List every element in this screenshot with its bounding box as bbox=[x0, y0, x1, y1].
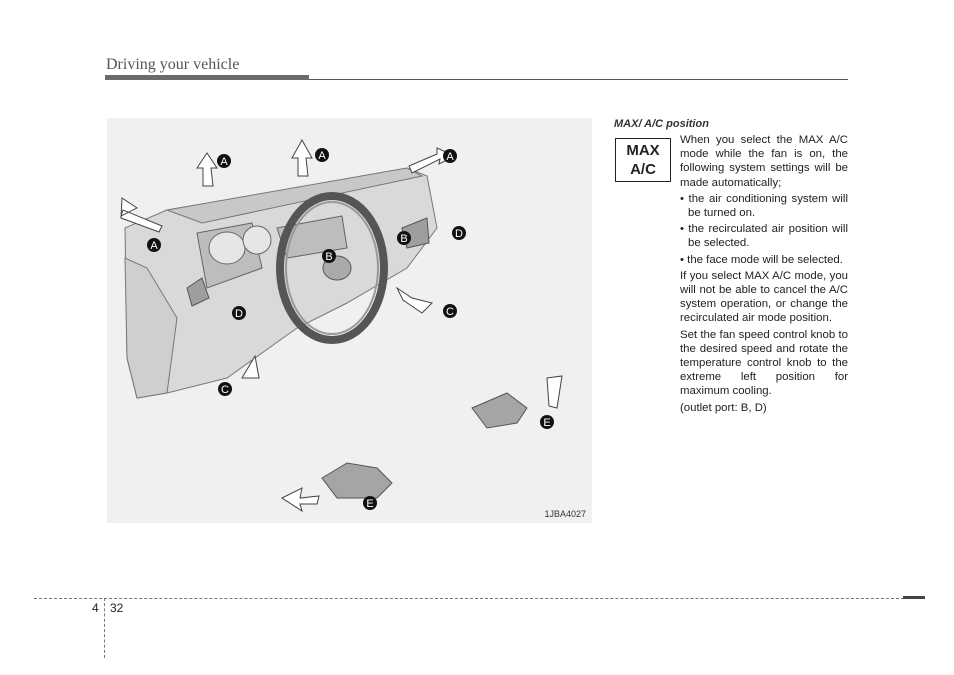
callout-d-1 bbox=[452, 226, 466, 240]
header-rule bbox=[309, 79, 848, 80]
callout-a-4 bbox=[147, 238, 161, 252]
chapter-number: 4 bbox=[92, 601, 99, 615]
page-number: 32 bbox=[110, 601, 124, 615]
callout-d-2-label: D bbox=[235, 308, 243, 320]
callout-c-2 bbox=[218, 382, 232, 396]
callout-labels bbox=[107, 118, 592, 523]
callout-b-2 bbox=[322, 249, 336, 263]
list-item: • the face mode will be selected. bbox=[680, 253, 843, 266]
callout-e-2-label: E bbox=[366, 498, 374, 510]
max-ac-icon bbox=[615, 138, 671, 182]
callout-a-1 bbox=[217, 154, 231, 168]
callout-e-1-label: E bbox=[543, 417, 551, 429]
callout-d-2 bbox=[232, 306, 246, 320]
cancel-paragraph: If you select MAX A/C mode, you will not be able to cancel the A/C system operation, or change the recirculated air mode position. bbox=[680, 269, 848, 325]
auto-settings-list bbox=[680, 192, 848, 267]
intro-paragraph: When you select the MAX A/C mode while the fan is on, the following system settings will be made automatically; bbox=[680, 134, 848, 189]
callout-a-2 bbox=[315, 148, 329, 162]
outlet-note: (outlet port: B, D) bbox=[680, 401, 767, 414]
section-title: MAX/ A/C position bbox=[614, 118, 709, 130]
callout-b-2-label: B bbox=[325, 251, 333, 263]
list-item: • the air conditioning system will be turned on. bbox=[680, 192, 848, 220]
callout-b-1-label: B bbox=[400, 233, 408, 245]
page-header-title: Driving your vehicle bbox=[106, 56, 240, 73]
callout-c-2-label: C bbox=[221, 384, 229, 396]
list-item: • the recirculated air position will be selected. bbox=[680, 223, 848, 250]
callout-a-4-label: A bbox=[150, 240, 158, 252]
section-body bbox=[680, 133, 848, 417]
figure-code: 1JBA4027 bbox=[544, 509, 586, 519]
callout-d-1-label: D bbox=[455, 228, 463, 240]
callout-a-1-label: A bbox=[220, 156, 228, 168]
callout-a-2-label: A bbox=[318, 150, 326, 162]
cooling-paragraph: Set the fan speed control knob to the desired speed and rotate the temperature control knob to the extreme left position for maximum cooling. bbox=[680, 328, 848, 398]
footer-rule bbox=[34, 598, 924, 599]
max-ac-icon-line-1: MAX bbox=[626, 142, 660, 159]
footer-tick bbox=[903, 596, 925, 599]
max-ac-icon-line-2: A/C bbox=[630, 161, 656, 178]
callout-a-3-label: A bbox=[446, 151, 454, 163]
callout-e-1 bbox=[540, 415, 554, 429]
callout-e-2 bbox=[363, 496, 377, 510]
callout-c-1-label: C bbox=[446, 306, 454, 318]
header-bar bbox=[105, 75, 309, 80]
callout-a-3 bbox=[443, 149, 457, 163]
callout-c-1 bbox=[443, 304, 457, 318]
footer-divider bbox=[104, 598, 105, 658]
dashboard-illustration bbox=[107, 118, 592, 523]
callout-b-1 bbox=[397, 231, 411, 245]
